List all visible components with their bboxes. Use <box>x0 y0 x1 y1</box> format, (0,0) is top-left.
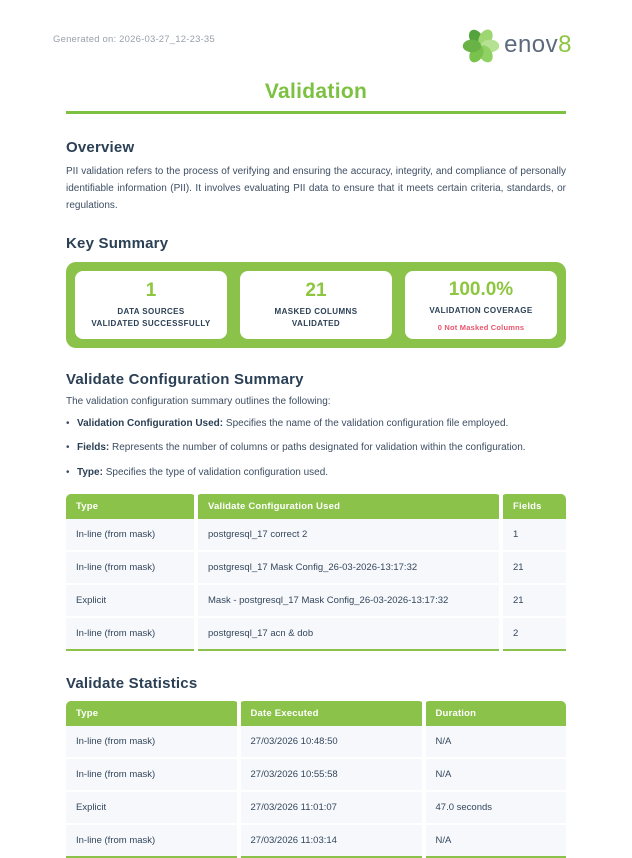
table-row <box>66 519 566 551</box>
summary-card-data-sources <box>75 271 227 338</box>
cell-type: In-line (from mask) <box>66 617 196 650</box>
column-header-config-used: Validate Configuration Used <box>196 494 501 519</box>
table-row <box>66 551 566 584</box>
cell-date-executed: 27/03/2026 11:03:14 <box>239 824 424 857</box>
table-row <box>66 617 566 650</box>
cell-duration: N/A <box>424 758 567 791</box>
cell-config-used: postgresql_17 correct 2 <box>196 519 501 551</box>
bullet-label: Validation Configuration Used: <box>77 417 224 429</box>
overview-heading: Overview <box>66 139 135 156</box>
table-row <box>66 824 566 857</box>
column-header-type: Type <box>66 494 196 519</box>
logo-accent: 8 <box>558 31 572 58</box>
generated-timestamp: Generated on: 2026-03-27_12-23-35 <box>53 34 215 45</box>
cell-duration: N/A <box>424 726 567 758</box>
card-value: 100.0% <box>448 279 514 301</box>
column-header-type: Type <box>66 701 239 726</box>
cell-type: In-line (from mask) <box>66 519 196 551</box>
cell-type: In-line (from mask) <box>66 551 196 584</box>
config-summary-bullets <box>66 416 566 481</box>
page-title: Validation <box>264 80 368 103</box>
overview-paragraph: PII validation refers to the process of verifying and ensuring the accuracy, integrity, and compliance of personally identifiable information (PII). It involves evaluating PII data to ensure that it meets certain criteria, standards, or regulations. <box>66 166 566 211</box>
column-header-fields: Fields <box>501 494 566 519</box>
enov8-logo-text <box>504 33 572 57</box>
table-row <box>66 726 566 758</box>
card-label-line: MASKED COLUMNS <box>274 306 358 316</box>
enov8-logo <box>460 24 572 66</box>
card-label-line: DATA SOURCES <box>117 306 185 316</box>
bullet-text: Specifies the name of the validation configuration file employed. <box>223 417 509 429</box>
bullet-item <box>66 440 566 456</box>
summary-card-masked-columns <box>240 271 392 338</box>
config-summary-intro: The validation configuration summary outlines the following: <box>66 395 331 407</box>
enov8-flower-icon <box>460 24 502 66</box>
card-label-line: VALIDATED <box>291 319 341 329</box>
card-label <box>79 306 223 331</box>
column-header-date-executed: Date Executed <box>239 701 424 726</box>
bullet-text: Specifies the type of validation configuration used. <box>102 466 329 478</box>
cell-type: In-line (from mask) <box>66 726 239 758</box>
cell-config-used: postgresql_17 acn & dob <box>196 617 501 650</box>
table-header-row <box>66 494 566 519</box>
statistics-table <box>66 701 566 858</box>
card-label <box>409 305 553 317</box>
table-row <box>66 758 566 791</box>
config-summary-table <box>66 494 566 651</box>
cell-fields: 21 <box>501 551 566 584</box>
card-label <box>244 306 388 331</box>
table-header-row <box>66 701 566 726</box>
card-label-line: VALIDATED SUCCESSFULLY <box>91 319 211 329</box>
cell-fields: 2 <box>501 617 566 650</box>
cell-fields: 1 <box>501 519 566 551</box>
card-label-line: VALIDATION COVERAGE <box>429 306 533 316</box>
title-divider <box>66 111 566 114</box>
table-row <box>66 791 566 824</box>
bullet-label: Fields: <box>77 442 110 454</box>
key-summary-panel <box>66 262 566 347</box>
cell-fields: 21 <box>501 584 566 617</box>
cell-type: In-line (from mask) <box>66 758 239 791</box>
cell-type: Explicit <box>66 584 196 617</box>
cell-date-executed: 27/03/2026 11:01:07 <box>239 791 424 824</box>
page-header <box>53 24 572 66</box>
config-summary-heading: Validate Configuration Summary <box>66 370 304 388</box>
cell-type: Explicit <box>66 791 239 824</box>
card-value: 21 <box>305 280 327 302</box>
cell-config-used: Mask - postgresql_17 Mask Config_26-03-2026-13:17:32 <box>196 584 501 617</box>
bullet-item <box>66 416 566 432</box>
bullet-label: Type: <box>77 466 103 478</box>
cell-duration: 47.0 seconds <box>424 791 567 824</box>
cell-date-executed: 27/03/2026 10:48:50 <box>239 726 424 758</box>
summary-card-validation-coverage <box>405 271 557 338</box>
column-header-duration: Duration <box>424 701 567 726</box>
bullet-item <box>66 465 566 481</box>
cell-config-used: postgresql_17 Mask Config_26-03-2026-13:17:32 <box>196 551 501 584</box>
key-summary-heading: Key Summary <box>66 235 169 253</box>
cell-date-executed: 27/03/2026 10:55:58 <box>239 758 424 791</box>
cell-type: In-line (from mask) <box>66 824 239 857</box>
statistics-heading: Validate Statistics <box>66 675 198 693</box>
cell-duration: N/A <box>424 824 567 857</box>
bullet-text: Represents the number of columns or paths designated for validation within the configuration. <box>109 442 526 454</box>
not-masked-columns-alert: 0 Not Masked Columns <box>437 322 525 332</box>
table-row <box>66 584 566 617</box>
card-value: 1 <box>145 280 157 302</box>
logo-word: enov <box>504 31 559 58</box>
